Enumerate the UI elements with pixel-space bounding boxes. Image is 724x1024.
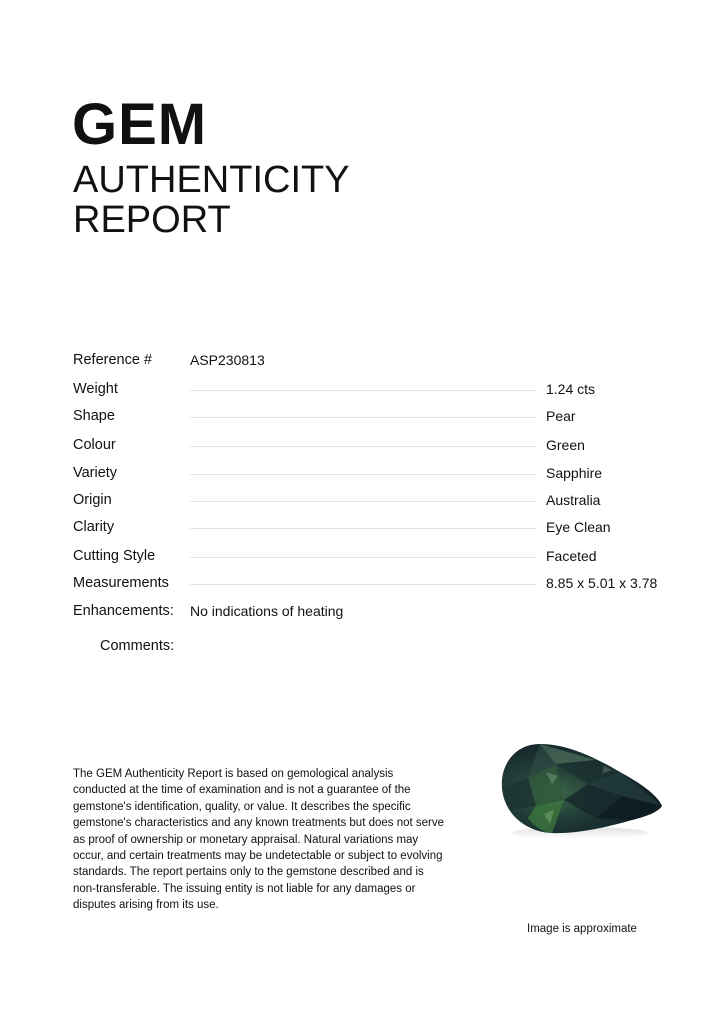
image-caption: Image is approximate xyxy=(527,923,637,935)
spec-row-measurements xyxy=(73,575,673,595)
enhancements-label: Enhancements: xyxy=(73,603,174,619)
comments-label: Comments: xyxy=(100,638,175,654)
spec-label: Cutting Style xyxy=(73,548,156,564)
spec-value: Green xyxy=(546,437,585,453)
spec-value: Sapphire xyxy=(546,465,603,481)
spec-value: Faceted xyxy=(546,548,597,564)
spec-row-weight xyxy=(73,381,673,401)
reference-value: ASP230813 xyxy=(190,352,265,368)
dotted-leader xyxy=(190,474,535,475)
spec-row-cutting-style xyxy=(73,548,673,568)
report-subtitle xyxy=(73,160,350,240)
spec-value: Australia xyxy=(546,492,601,508)
spec-label: Weight xyxy=(73,381,118,397)
report-title: GEM xyxy=(72,92,208,157)
subtitle-line-1: AUTHENTICITY xyxy=(73,159,350,201)
dotted-leader xyxy=(190,390,535,391)
spec-label: Origin xyxy=(73,492,112,508)
spec-value: 8.85 x 5.01 x 3.78 xyxy=(546,575,658,591)
spec-row-shape xyxy=(73,408,673,428)
subtitle-line-2: REPORT xyxy=(73,199,231,241)
spec-value: Pear xyxy=(546,408,576,424)
disclaimer-text: The GEM Authenticity Report is based on gemological analysis conducted at the time of examination and is not a guarantee of the gemstone's identification, quality, or value. It describes the specific gemstone's characteristics and any known treatments but does not serve as proof of ownership or monetary appraisal. Natural variations may occur, and certain treatments may be undetectable or subject to evolving standards. The report pertains only to the gemstone described and is non-transferable. The issuing entity is not liable for any damages or disputes arising from its use. xyxy=(73,768,445,912)
spec-row-variety xyxy=(73,465,673,485)
spec-label: Colour xyxy=(73,437,116,453)
dotted-leader xyxy=(190,417,535,418)
spec-value: Eye Clean xyxy=(546,519,611,535)
spec-row-colour xyxy=(73,437,673,457)
dotted-leader xyxy=(190,584,535,585)
spec-label: Measurements xyxy=(73,575,169,591)
spec-label: Clarity xyxy=(73,519,115,535)
dotted-leader xyxy=(190,557,535,558)
dotted-leader xyxy=(190,501,535,502)
spec-label: Shape xyxy=(73,408,115,424)
spec-row-clarity xyxy=(73,519,673,539)
spec-row-origin xyxy=(73,492,673,512)
enhancements-value: No indications of heating xyxy=(190,603,344,619)
pear-sapphire-gem-icon xyxy=(492,736,672,848)
dotted-leader xyxy=(190,446,535,447)
reference-label: Reference # xyxy=(73,352,152,368)
spec-label: Variety xyxy=(73,465,118,481)
dotted-leader xyxy=(190,528,535,529)
spec-value: 1.24 cts xyxy=(546,381,596,397)
